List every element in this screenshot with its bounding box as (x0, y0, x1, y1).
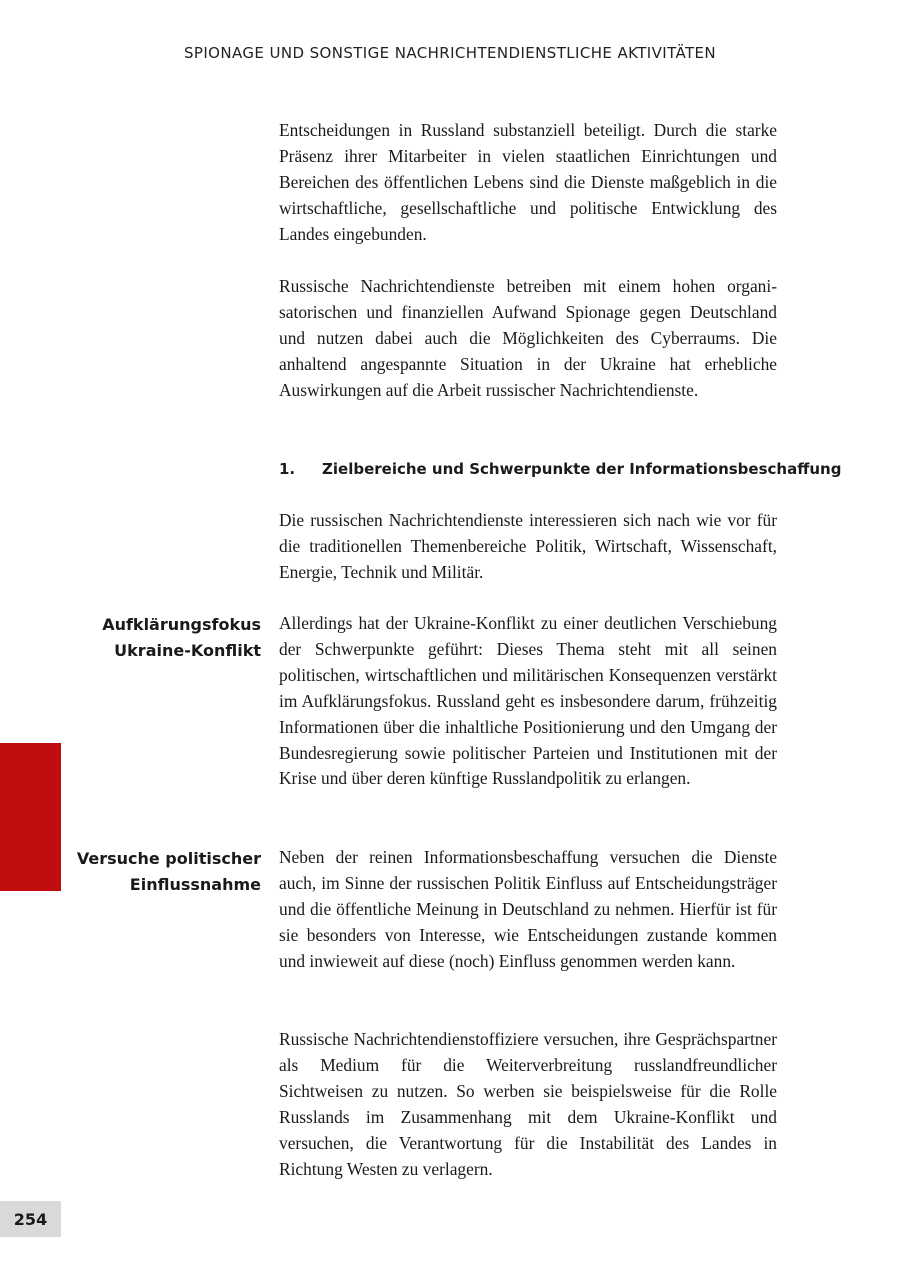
section-title: Zielbereiche und Schwerpunkte der Informationsbeschaffung (322, 460, 842, 478)
running-header: SPIONAGE UND SONSTIGE NACHRICHTENDIENSTLICHE AKTIVITÄTEN (183, 44, 717, 62)
chapter-marker-tab (0, 743, 61, 891)
body-paragraph: Entscheidungen in Russland substanziell beteiligt. Durch die starke Präsenz ihrer Mitarbeiter in vielen staatlichen Einrichtungen und Bereichen des öffentlichen Lebens sind die Dienste maßgeblich in die wirtschaftliche, gesellschaftliche und politische Entwicklung des Landes eingebunden. (279, 120, 777, 244)
body-paragraph: Russische Nachrichtendienste betreiben mit einem hohen organisatorischen und finanziellen Aufwand Spionage gegen Deutschland und nutzen dabei auch die Möglichkeiten des Cyberraums. Die anhaltend angespannte Situation in der Ukraine hat erhebliche Auswirkungen auf die Arbeit russischer Nachrichtendienste. (279, 276, 777, 400)
margin-note-line: Versuche politischer (76, 849, 261, 868)
margin-note-line: Ukraine-Konflikt (114, 641, 261, 660)
page-number: 254 (0, 1201, 61, 1237)
body-paragraph: Neben der reinen Informationsbeschaffung versuchen die Dienste auch, im Sinne der russischen Politik Einfluss auf Entscheidungsträger und die öffentliche Meinung in Deutschland zu nehmen. Hierfür ist für sie besonders von Interesse, wie Entscheidungen zustande kommen und inwieweit auf diese (noch) Einfluss genommen werden kann. (279, 847, 777, 971)
margin-note-einflussnahme (51, 846, 261, 898)
body-paragraph: Allerdings hat der Ukraine-Konflikt zu einer deutlichen Verschiebung der Schwerpunkte geführt: Dieses Thema steht mit all seinen politischen, wirtschaftlichen und militärischen Konsequenzen verstärkt im Aufklärungsfokus. Russland geht es insbesondere darum, frühzeitig Informationen über die inhaltliche Positionierung und den Umgang der Bundesregierung sowie politischer Parteien und Institutionen mit der Krise und über deren künftige Russlandpolitik zu erlangen. (279, 613, 777, 789)
margin-note-ukraine (51, 612, 261, 664)
section-heading (279, 457, 842, 481)
margin-note-line: Einflussnahme (129, 875, 261, 894)
body-paragraph: Die russischen Nachrichtendienste interessieren sich nach wie vor für die traditionellen Themenbereiche Politik, Wirtschaft, Wissenschaft, Energie, Technik und Militär. (279, 510, 777, 582)
margin-note-line: Aufklärungsfokus (102, 615, 261, 634)
section-number: 1. (279, 460, 296, 478)
body-paragraph: Russische Nachrichtendienstoffiziere versuchen, ihre Gesprächspartner als Medium für die Weiterverbreitung russlandfreundlicher Sichtweisen zu nutzen. So werben sie beispielsweise für die Rolle Russlands im Zusammenhang mit dem Ukraine-Konflikt und versuchen, die Verantwortung für die Instabilität des Landes in Richtung Westen zu verlagern. (279, 1029, 777, 1179)
